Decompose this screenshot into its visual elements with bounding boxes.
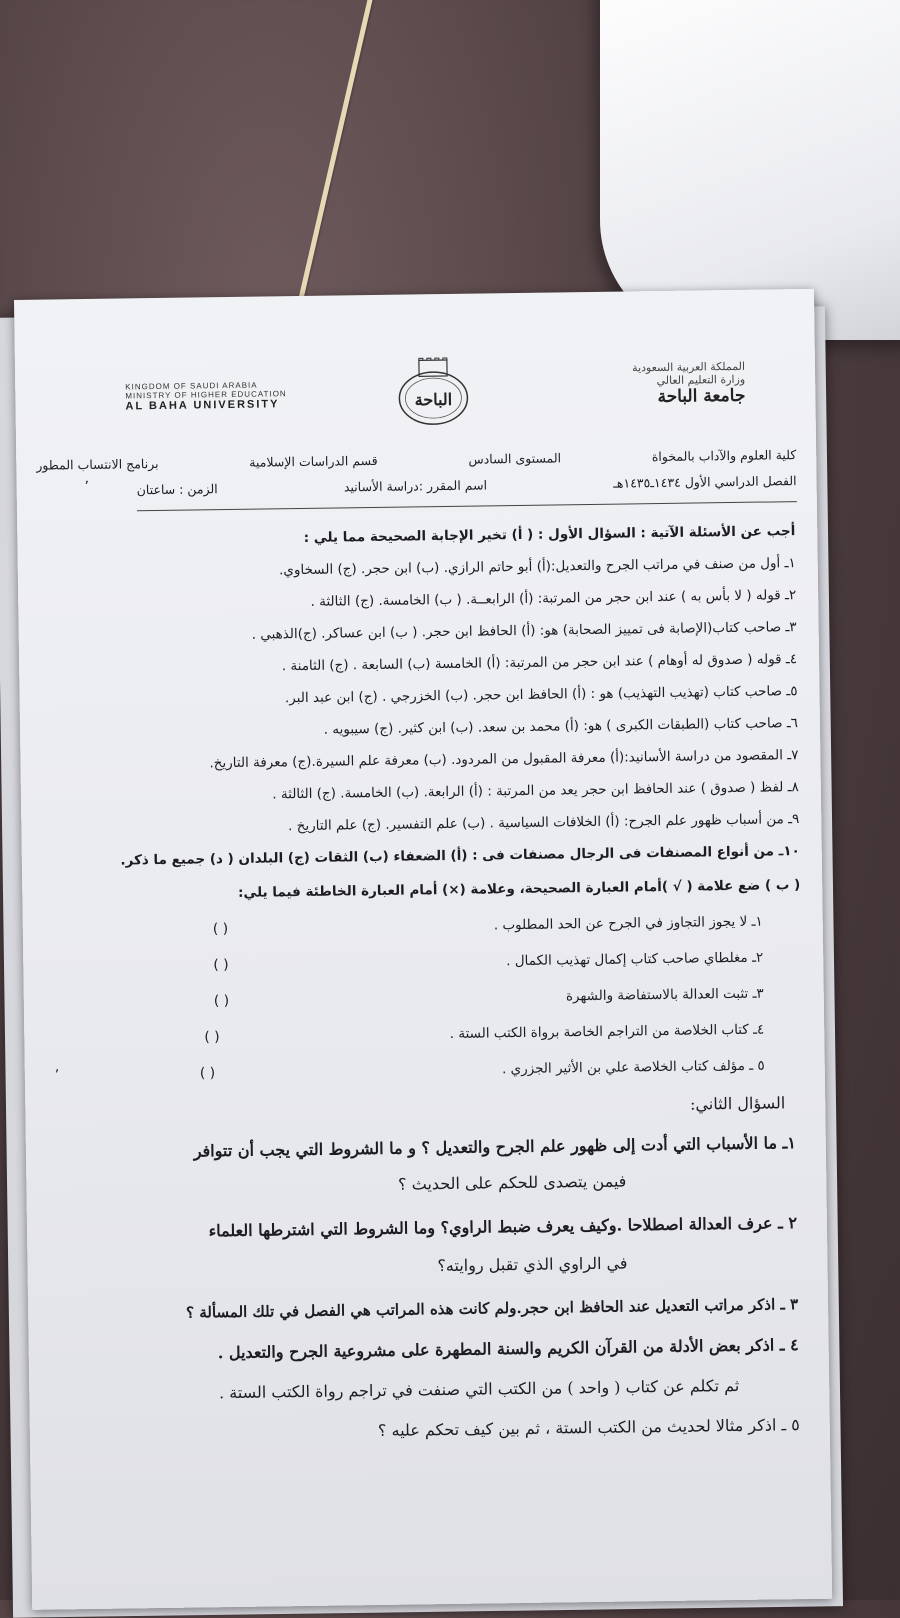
answer-blank: ( ) (213, 993, 230, 1010)
header-en-line: AL BAHA UNIVERSITY (125, 398, 280, 413)
answer-blank: ( ) (199, 1065, 216, 1082)
tf-item: ٤ـ كتاب الخلاصة من التراجم الخاصة برواة الكتب الستة . (449, 1021, 765, 1042)
q1-item: ٤ـ قوله ( صدوق له أوهام ) عند ابن حجر من المرتبة: (أ) الخامسة (ب) السابعة . (ج) الثامنة . (281, 651, 798, 675)
header-ar-line: المملكة العربية السعودية (632, 359, 746, 375)
exam-sheet (14, 289, 832, 1610)
college-label: كلية العلوم والآداب بالمخواة (651, 447, 797, 465)
header-ar-line: وزارة التعليم العالي (656, 372, 746, 388)
q1-item: ٧ـ المقصود من دراسة الأسانيد:(أ) معرفة المقبول من المردود. (ب) معرفة علم السيرة.(ج) معرفة التاريخ. (209, 747, 799, 772)
tf-item: ١ـ لا يجوز التجاوز في الجرح عن الحد المطلوب . (493, 913, 763, 934)
q2-line: فيمن يتصدى للحكم على الحديث ؟ (397, 1171, 627, 1194)
header-en-line: KINGDOM OF SAUDI ARABIA (125, 380, 258, 392)
q2-line: ثم تكلم عن كتاب ( واحد ) من الكتب التي صنفت في تراجم رواة الكتب الستة . (218, 1375, 740, 1403)
q1-item: ٨ـ لفظ ( صدوق ) عند الحافظ ابن حجر يعد من المرتبة : (أ) الرابعة. (ب) الخامسة. (ج) الثالثة . (272, 779, 799, 803)
arabic-header (632, 360, 746, 408)
q2-line: ١ـ ما الأسباب التي أدت إلى ظهور علم الجرح والتعديل ؟ و ما الشروط التي يجب أن تتوافر (193, 1133, 796, 1161)
info-row-2 (137, 473, 797, 497)
q2-line: في الراوي الذي تقبل روايته؟ (437, 1253, 628, 1276)
q1-item: ٦ـ صاحب كتاب (الطبقات الكبرى ) هو: (أ) محمد بن سعد. (ب) ابن كثير. (ج) سيبويه . (323, 715, 799, 738)
course-label: اسم المقرر :دراسة الأسانيد (343, 477, 488, 495)
q1-item: ٣ـ صاحب كتاب(الإصابة فى تمييز الصحابة) هو: (أ) الحافظ ابن حجر. ( ب) ابن عساكر. (ج)الذهبي . (251, 619, 797, 643)
pen-mark: ʼ (54, 1067, 60, 1084)
header-divider (137, 501, 797, 511)
header-ar-line: جامعة الباحة (657, 385, 746, 408)
q1-intro: أجب عن الأسئلة الآتية : السؤال الأول : ( أ) تخير الإجابة الصحيحة مما يلي : (303, 523, 796, 546)
wooden-stick (296, 0, 377, 312)
level-label: المستوى السادس (468, 450, 562, 467)
semester-label: الفصل الدراسي الأول ١٤٣٤ـ١٤٣٥هـ (613, 473, 797, 491)
tf-intro: ( ب ) ضع علامة ( √ )أمام العبارة الصحيحة، وعلامة (×) أمام العبارة الخاطئة فيما يلي: (237, 877, 801, 901)
q1-item: ٩ـ من أسباب ظهور علم الجرح: (أ) الخلافات السياسية . (ب) علم التفسير. (ج) علم التاريخ . (287, 811, 800, 835)
q1-item: ٥ـ صاحب كتاب (تهذيب التهذيب) هو : (أ) الحافظ ابن حجر. (ب) الخزرجي . (ج) ابن عبد البر. (284, 683, 798, 707)
time-label: الزمن : ساعتان (136, 481, 218, 498)
department-label: قسم الدراسات الإسلامية (249, 452, 378, 470)
q2-line: ٥ ـ اذكر مثالا لحديث من الكتب الستة ، ثم بين كيف تحكم عليه ؟ (377, 1415, 800, 1441)
q2-line: ٤ ـ اذكر بعض الأدلة من القرآن الكريم والسنة المطهرة على مشروعية الجرح والتعديل . (217, 1335, 799, 1363)
english-header (125, 380, 287, 412)
q1-item: ١ـ أول من صنف في مراتب الجرح والتعديل:(أ) أبو حاتم الرازي. (ب) ابن حجر. (ج) السخاوي. (278, 555, 796, 579)
q2-line: ٣ ـ اذكر مراتب التعديل عند الحافظ ابن حجر.ولم كانت هذه المراتب هي الفصل في تلك المسألة ؟ (185, 1295, 799, 1322)
answer-blank: ( ) (213, 957, 229, 974)
pen-mark: ʼ (84, 478, 90, 496)
logo-text: الباحة (414, 389, 453, 410)
header-en-line: MINISTRY OF HIGHER EDUCATION (125, 389, 287, 401)
q2-line: ٢ ـ عرف العدالة اصطلاحا .وكيف يعرف ضبط الراوي؟ وما الشروط التي اشترطها العلماء (208, 1213, 798, 1241)
q1-item: ١٠ـ من أنواع المصنفات فى الرجال مصنفات فى : (أ) الضعفاء (ب) الثقات (ج) البلدان ( د) جميع ما ذكر. (120, 843, 800, 869)
answer-blank: ( ) (204, 1029, 220, 1046)
tf-item: ٢ـ مغلطاي صاحب كتاب إكمال تهذيب الكمال . (506, 949, 764, 970)
q1-item: ٢ـ قوله ( لا بأس به ) عند ابن حجر من المرتبة: (أ) الرابعــة. ( ب) الخامسة. (ج) الثالثة . (310, 587, 797, 610)
q2-title: السؤال الثاني: (689, 1093, 786, 1114)
answer-blank: ( ) (212, 921, 229, 938)
university-logo (395, 356, 472, 433)
program-label: برنامج الانتساب المطور (36, 455, 159, 473)
tf-item: ٣ـ تثبت العدالة بالاستفاضة والشهرة (565, 985, 764, 1005)
tf-item: ٥ ـ مؤلف كتاب الخلاصة علي بن الأثير الجزري . (501, 1057, 765, 1078)
info-row-1 (36, 447, 796, 473)
